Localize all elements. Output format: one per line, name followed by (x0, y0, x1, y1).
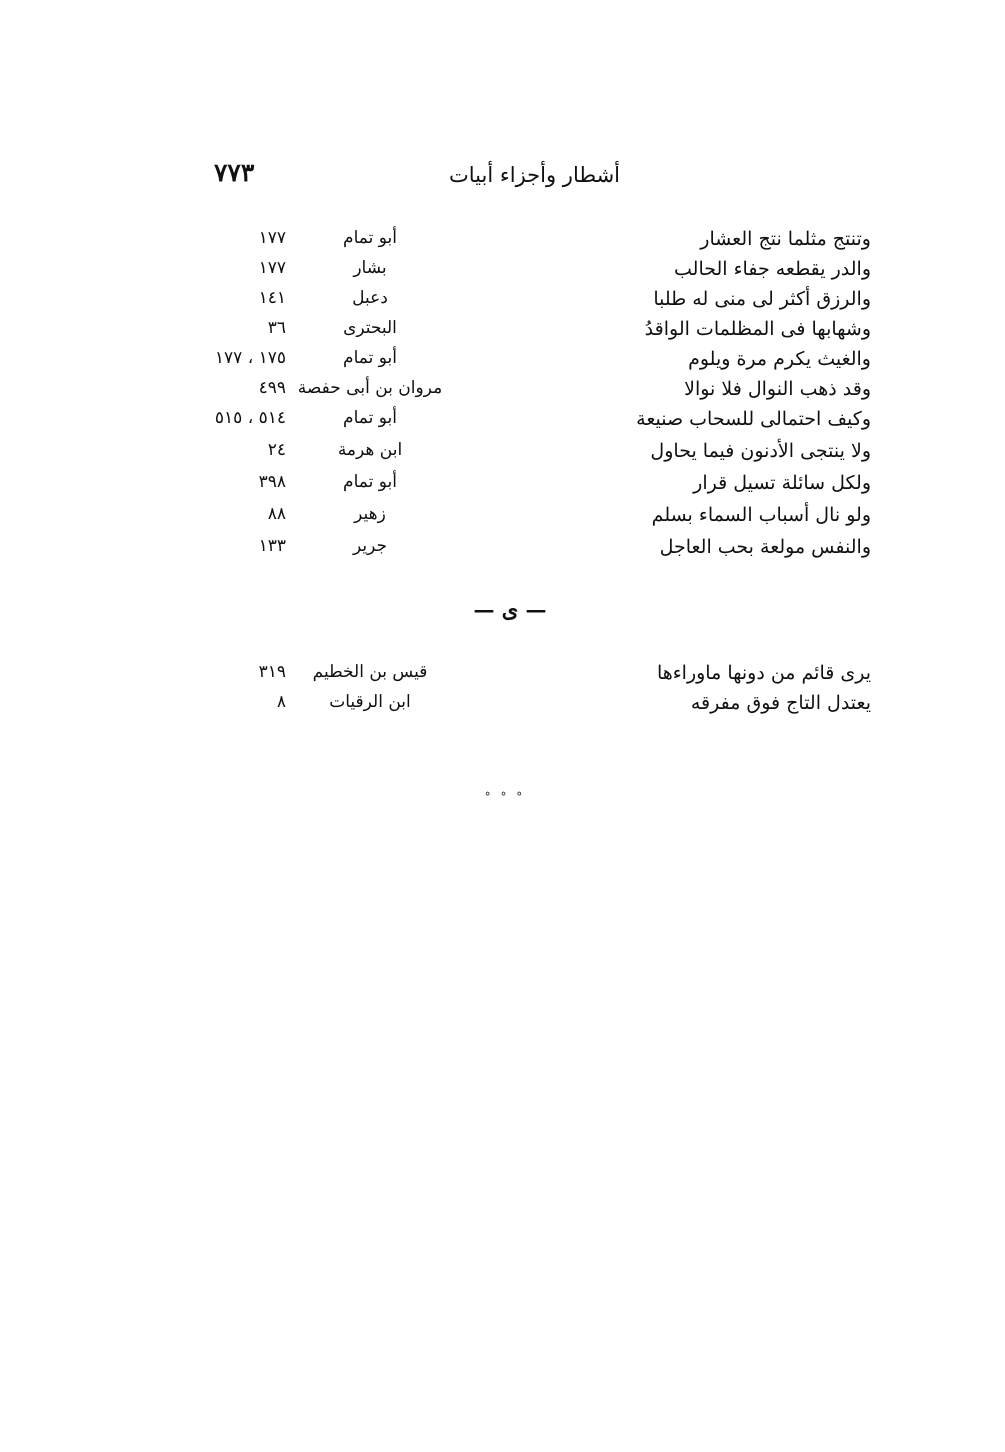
page-references: ٣٩٨ (258, 472, 286, 492)
poet-name: ابن هرمة (337, 440, 403, 460)
verse-fragment: والنفس مولعة بحب العاجل (659, 536, 871, 558)
poet-name: دعبل (352, 288, 388, 308)
page-references: ١٧٥ ، ١٧٧ (214, 348, 286, 368)
index-entry (0, 662, 1005, 692)
page-references: ١٧٧ (258, 228, 286, 248)
verse-fragment: وتنتج مثلما نتج العشار (700, 228, 871, 250)
poet-name: ابن الرقيات (329, 692, 411, 712)
index-entry (0, 440, 1005, 470)
verse-fragment: والرزق أكثر لى منى له طلبا (653, 288, 871, 310)
index-entry (0, 536, 1005, 566)
index-entry (0, 318, 1005, 348)
page-references: ١٤١ (258, 288, 286, 308)
page-references: ٨٨ (267, 504, 286, 524)
verse-fragment: يعتدل التاج فوق مفرقه (690, 692, 871, 714)
page-references: ٢٤ (267, 440, 286, 460)
verse-fragment: ولو نال أسباب السماء بسلم (651, 504, 871, 526)
page-references: ١٧٧ (258, 258, 286, 278)
index-entry (0, 504, 1005, 534)
index-entry (0, 378, 1005, 408)
index-entry (0, 288, 1005, 318)
page-references: ١٣٣ (258, 536, 286, 556)
poet-name: بشار (353, 258, 387, 278)
verse-fragment: ولا ينتجى الأدنون فيما يحاول (650, 440, 871, 462)
page-references: ٤٩٩ (258, 378, 286, 398)
verse-fragment: والدر يقطعه جفاء الحالب (674, 258, 871, 280)
index-entry (0, 348, 1005, 378)
index-entry (0, 472, 1005, 502)
poet-name: جرير (353, 536, 387, 556)
poet-name: زهير (354, 504, 386, 524)
index-entry (0, 408, 1005, 438)
poet-name: أبو تمام (343, 228, 397, 248)
page-references: ٣٦ (267, 318, 286, 338)
page-header-title: أشطار وأجزاء أبيات (449, 163, 620, 187)
poet-name: قيس بن الخطيم (312, 662, 428, 682)
poet-name: مروان بن أبى حفصة (297, 378, 443, 398)
poet-name: أبو تمام (343, 472, 397, 492)
end-ornament: ° ° ° (484, 790, 526, 804)
verse-fragment: يرى قائم من دونها ماوراءها (656, 662, 871, 684)
index-entry (0, 692, 1005, 722)
poet-name: البحترى (343, 318, 397, 338)
verse-fragment: وقد ذهب النوال فلا نوالا (684, 378, 871, 400)
poet-name: أبو تمام (343, 408, 397, 428)
page-references: ٥١٤ ، ٥١٥ (214, 408, 286, 428)
index-entry (0, 258, 1005, 288)
verse-fragment: وشهابها فى المظلمات الواقدُ (644, 318, 871, 340)
page-references: ٣١٩ (258, 662, 286, 682)
verse-fragment: ولكل سائلة تسيل قرار (693, 472, 871, 494)
page-references: ٨ (276, 692, 286, 712)
section-heading-letter: — ى — (473, 597, 547, 622)
page-number: ٧٧٣ (214, 158, 255, 187)
poet-name: أبو تمام (343, 348, 397, 368)
verse-fragment: وكيف احتمالى للسحاب صنيعة (636, 408, 871, 430)
verse-fragment: والغيث يكرم مرة ويلوم (688, 348, 871, 370)
index-entry (0, 228, 1005, 258)
